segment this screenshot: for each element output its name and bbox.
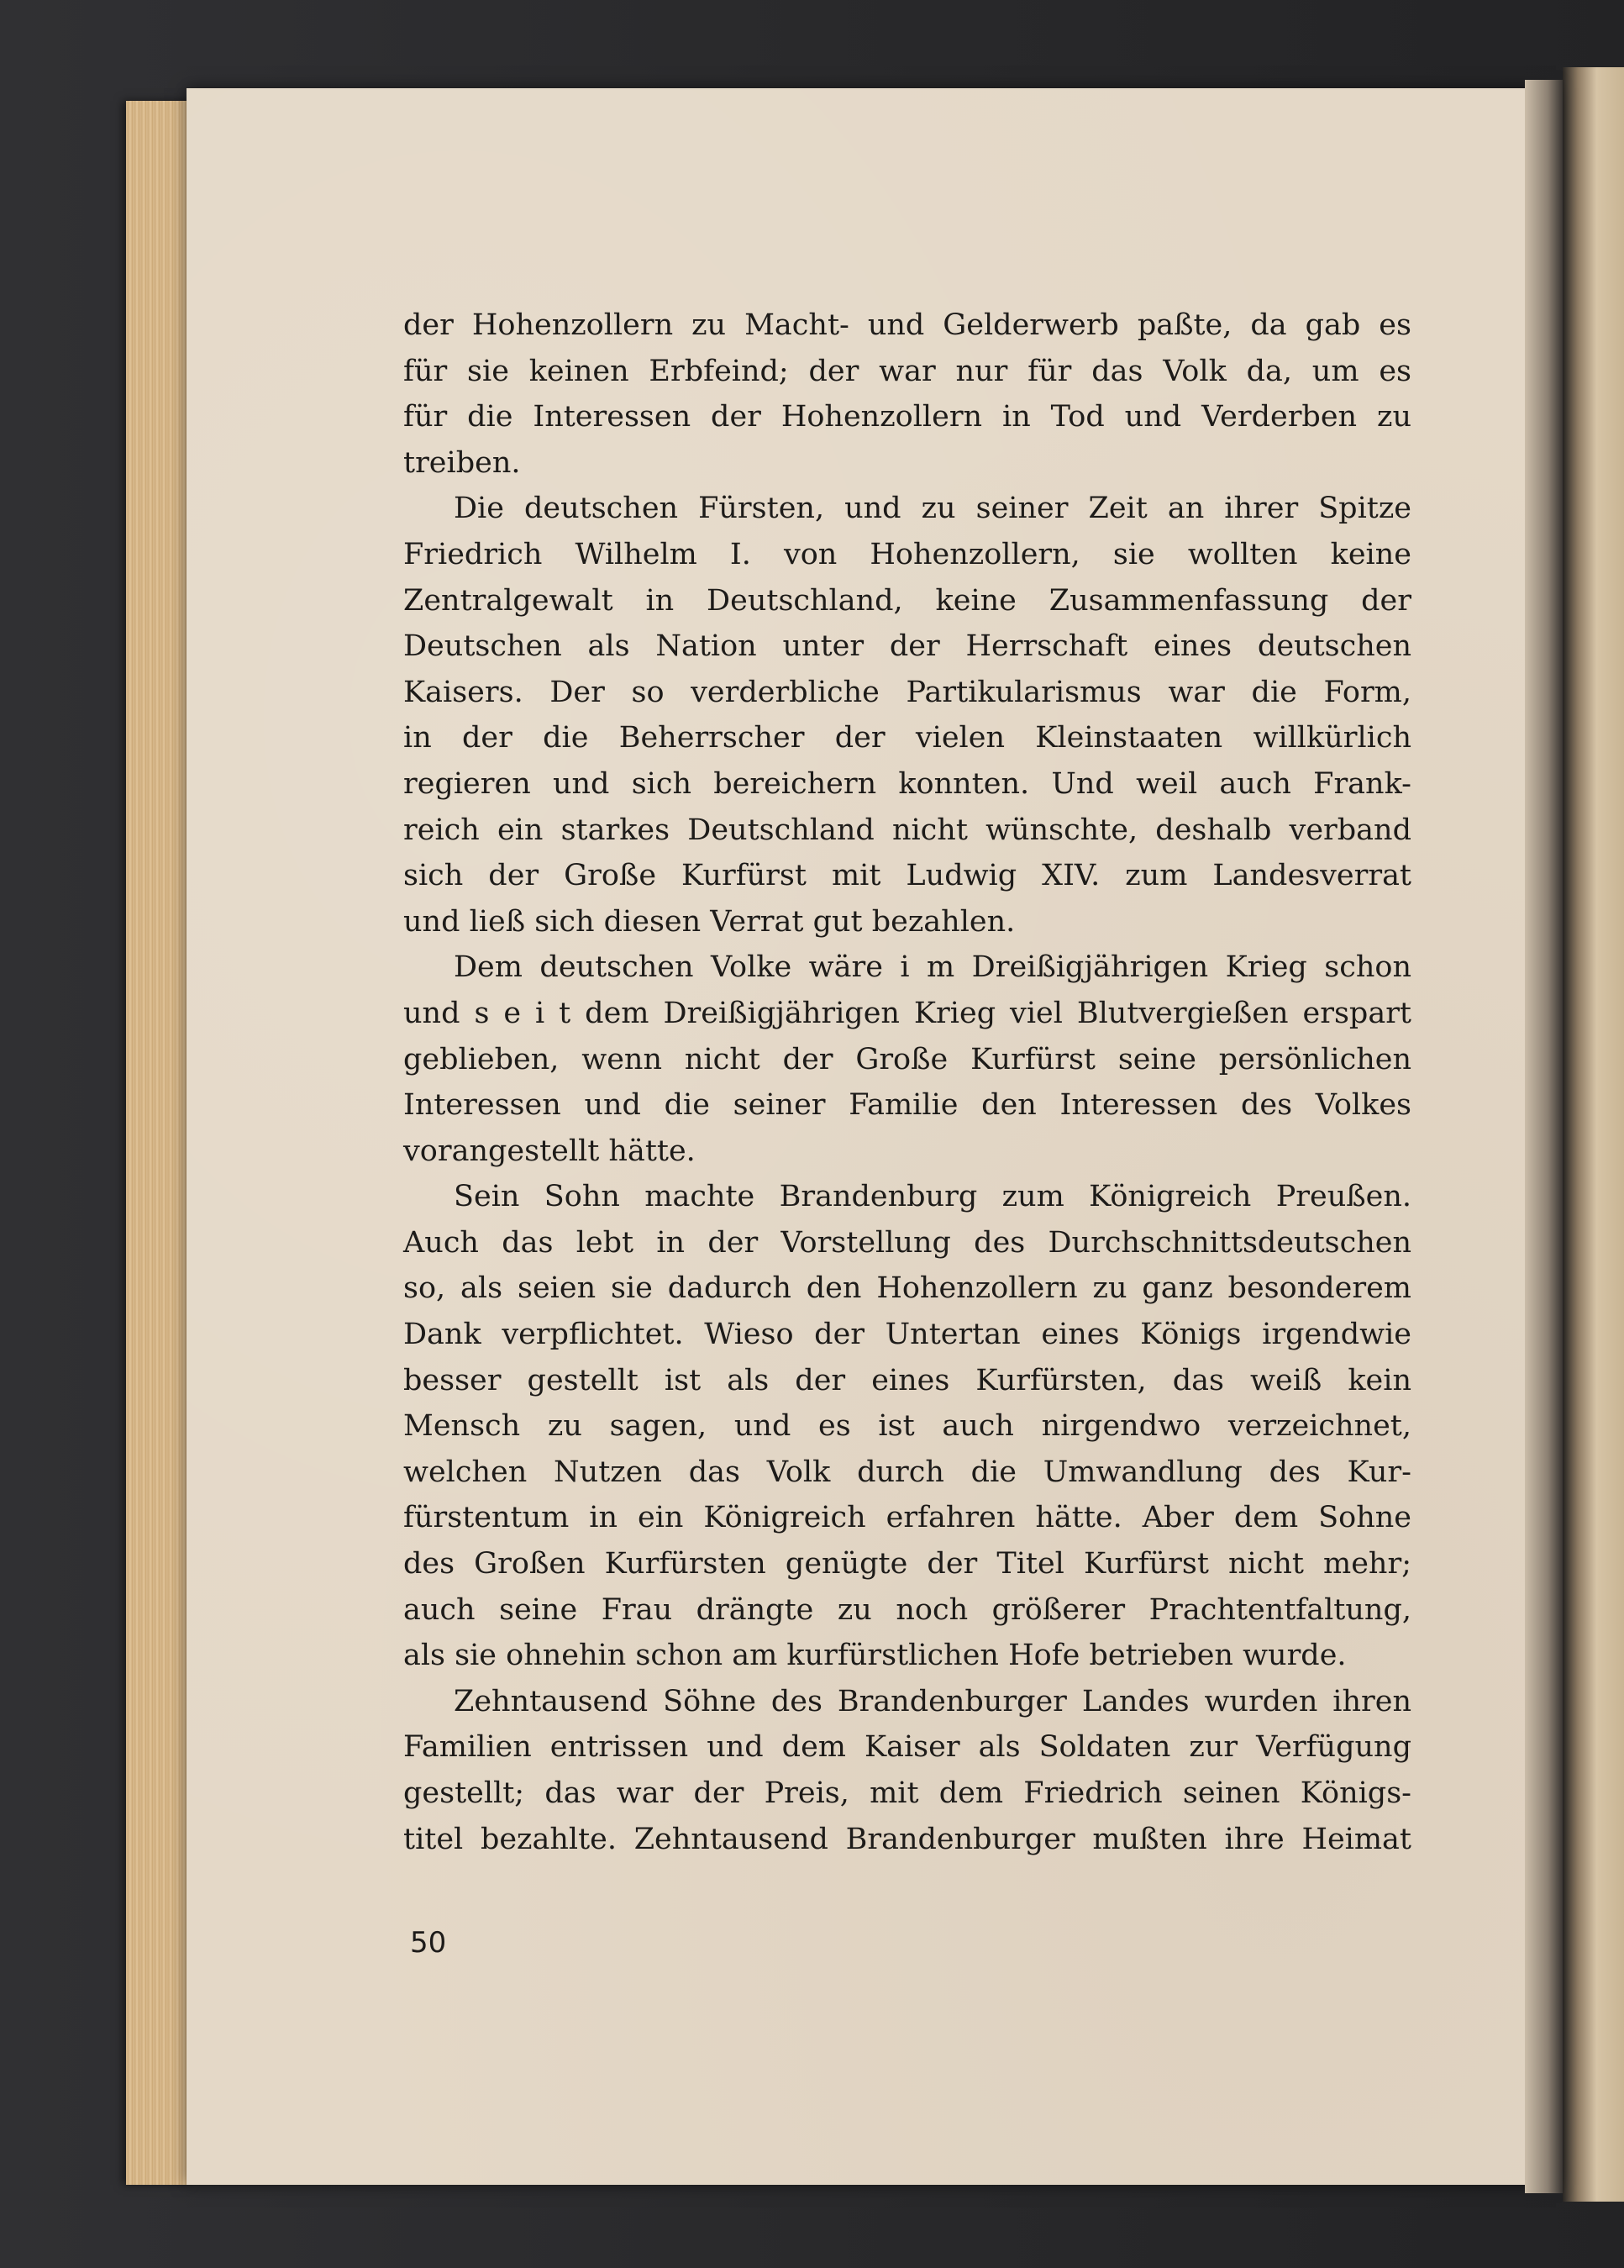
text-line: gestellt; das war der Preis, mit dem Friedrich seinen Königs- (403, 1776, 1411, 1810)
text-line: geblieben, wenn nicht der Große Kurfürst seine persönlichen (403, 1042, 1411, 1076)
text-line: Kaisers. Der so verderbliche Partikularismus war die Form, (403, 675, 1411, 709)
text-line: reich ein starkes Deutschland nicht wünschte, deshalb verband (403, 813, 1411, 847)
text-line: und ließ sich diesen Verrat gut bezahlen. (403, 904, 1016, 939)
text-line: als sie ohnehin schon am kurfürstlichen Hofe betrieben wurde. (403, 1639, 1347, 1673)
page-block-edge (126, 101, 193, 2185)
text-line: und s e i t dem Dreißigjährigen Krieg viel Blutvergießen erspart (403, 996, 1411, 1030)
facing-page-edge (1563, 67, 1624, 2202)
text-line: für die Interessen der Hohenzollern in Tod und Verderben zu (403, 400, 1411, 434)
text-line: vorangestellt hätte. (403, 1134, 696, 1168)
text-line: Mensch zu sagen, und es ist auch nirgendwo verzeichnet, (403, 1409, 1411, 1444)
text-line: fürstentum in ein Königreich erfahren hätte. Aber dem Sohne (403, 1501, 1411, 1535)
text-line: des Großen Kurfürsten genügte der Titel Kurfürst nicht mehr; (403, 1547, 1411, 1581)
text-line: in der die Beherrscher der vielen Kleinstaaten willkürlich (403, 721, 1411, 755)
text-line: Familien entrissen und dem Kaiser als Soldaten zur Verfügung (403, 1730, 1411, 1765)
page-number: 50 (410, 1926, 447, 1960)
text-line: welchen Nutzen das Volk durch die Umwandlung des Kur- (403, 1455, 1411, 1489)
text-line: regieren und sich bereichern konnten. Und weil auch Frank- (403, 766, 1411, 801)
text-line: Interessen und die seiner Familie den Interessen des Volkes (403, 1088, 1411, 1123)
text-line: auch seine Frau drängte zu noch größerer Prachtentfaltung, (403, 1592, 1411, 1627)
text-line: Sein Sohn machte Brandenburg zum Königreich Preußen. (454, 1180, 1411, 1214)
text-line: Friedrich Wilhelm I. von Hohenzollern, sie wollten keine (403, 537, 1411, 571)
text-line: der Hohenzollern zu Macht- und Gelderwerb paßte, da gab es (403, 308, 1411, 342)
text-line: titel bezahlte. Zehntausend Brandenburger mußten ihre Heimat (403, 1822, 1411, 1856)
page-gutter-shadow (1525, 80, 1563, 2193)
text-line: sich der Große Kurfürst mit Ludwig XIV. zum Landesverrat (403, 859, 1411, 893)
text-line: treiben. (403, 445, 521, 480)
text-line: besser gestellt ist als der eines Kurfürsten, das weiß kein (403, 1363, 1411, 1397)
body-text (403, 303, 1411, 1862)
text-line: Deutschen als Nation unter der Herrschaft eines deutschen (403, 629, 1411, 664)
text-line: Zehntausend Söhne des Brandenburger Landes wurden ihren (454, 1684, 1411, 1718)
text-line: Die deutschen Fürsten, und zu seiner Zeit an ihrer Spitze (454, 492, 1411, 526)
text-line: Zentralgewalt in Deutschland, keine Zusammenfassung der (403, 583, 1411, 618)
text-line: Auch das lebt in der Vorstellung des Durchschnittsdeutschen (403, 1225, 1411, 1260)
text-line: so, als seien sie dadurch den Hohenzollern zu ganz besonderem (403, 1271, 1411, 1306)
text-line: Dank verpflichtet. Wieso der Untertan eines Königs irgendwie (403, 1318, 1411, 1352)
text-line: Dem deutschen Volke wäre i m Dreißigjährigen Krieg schon (454, 950, 1411, 985)
text-line: für sie keinen Erbfeind; der war nur für das Volk da, um es (403, 354, 1411, 388)
